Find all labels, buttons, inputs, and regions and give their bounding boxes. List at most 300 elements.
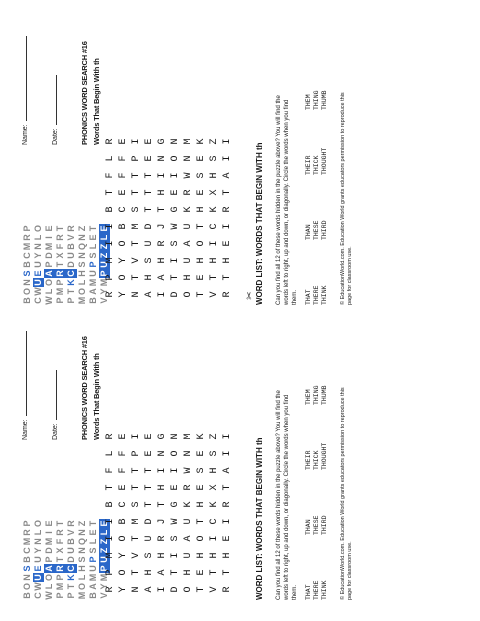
grid-letter: S <box>170 240 181 247</box>
grid-letter: H <box>209 172 220 179</box>
logo-letter: M <box>22 242 32 251</box>
logo-letter: N <box>77 234 87 241</box>
logo-letter: C <box>22 252 32 259</box>
grid-letter: T <box>170 274 181 281</box>
grid-letter: U <box>183 518 194 525</box>
grid-letter: W <box>183 467 194 474</box>
logo-letter: R <box>66 225 76 232</box>
copyright-notice: © EducationWorld.com. Education World grants educators permission to reproduce this page for classroom use. <box>340 92 353 305</box>
logo-letter: C <box>66 270 76 277</box>
logo-letter: L <box>33 529 43 536</box>
grid-row <box>169 133 182 303</box>
word-column <box>305 480 329 535</box>
logo-letter: T <box>55 225 65 232</box>
grid-letter: E <box>196 450 207 457</box>
grid-letter: R <box>157 240 168 247</box>
logo-letter: R <box>55 270 65 277</box>
logo-letter: X <box>55 547 65 554</box>
grid-letter: A <box>222 467 233 474</box>
grid-letter: V <box>131 552 142 559</box>
grid-letter: H <box>183 569 194 576</box>
grid-letter: E <box>118 189 129 196</box>
grid-letter: I <box>222 138 233 145</box>
grid-letter: X <box>209 189 220 196</box>
grid-letter: I <box>105 223 116 230</box>
logo-letter: T <box>55 556 65 563</box>
logo-letter: V <box>66 529 76 536</box>
logo-letter: D <box>66 556 76 563</box>
grid-letter: I <box>157 172 168 179</box>
logo-letter: E <box>44 520 54 527</box>
logo-letter: Y <box>33 547 43 554</box>
logo-letter: M <box>99 573 109 582</box>
grid-letter: I <box>222 155 233 162</box>
logo-letter: B <box>22 592 32 599</box>
logo-letter: S <box>88 252 98 259</box>
logo-letter: U <box>88 270 98 277</box>
grid-letter: K <box>196 433 207 440</box>
logo-letter: B <box>22 297 32 304</box>
grid-letter: R <box>105 291 116 298</box>
grid-letter: E <box>222 240 233 247</box>
grid-letter: G <box>170 501 181 508</box>
grid-letter: N <box>170 433 181 440</box>
word-item: THINK <box>321 285 328 305</box>
grid-letter: I <box>222 433 233 440</box>
grid-letter: E <box>144 433 155 440</box>
logo-letter: M <box>88 573 98 582</box>
name-field: Name: <box>22 36 29 145</box>
logo-letter: Y <box>99 288 109 295</box>
grid-letter: O <box>170 155 181 162</box>
logo-letter: D <box>44 547 54 554</box>
grid-letter: G <box>157 138 168 145</box>
grid-letter: W <box>170 518 181 525</box>
grid-letter: T <box>131 274 142 281</box>
grid-letter: F <box>118 155 129 162</box>
grid-letter: I <box>170 552 181 559</box>
logo-letter: U <box>33 556 43 563</box>
instructions: Can you find all 12 of these words hidden in the puzzle above? You will find the words left to right, up and down, or diagonally. Circle the words when you find them. <box>276 95 298 305</box>
word-item: THOUGHT <box>321 147 328 175</box>
grid-letter: N <box>157 155 168 162</box>
grid-letter: T <box>144 467 155 474</box>
logo-letter: O <box>33 225 43 233</box>
grid-letter: F <box>105 172 116 179</box>
logo-letter: R <box>22 529 32 536</box>
logo-letter: P <box>55 279 65 286</box>
grid-letter: C <box>118 206 129 213</box>
grid-letter: E <box>118 433 129 440</box>
grid-letter: I <box>157 291 168 298</box>
logo-letter: P <box>55 574 65 581</box>
word-item: THAT <box>305 289 312 305</box>
grid-letter: A <box>183 535 194 542</box>
grid-letter: E <box>144 138 155 145</box>
logo-letter: L <box>99 234 109 241</box>
logo-letter: A <box>44 270 54 277</box>
word-item: THEM <box>305 94 312 110</box>
logo-letter: W <box>44 591 54 600</box>
grid-letter: H <box>157 484 168 491</box>
date-field: Date: <box>52 75 59 145</box>
logo-letter: T <box>88 520 98 527</box>
grid-letter: H <box>157 257 168 264</box>
word-column <box>305 250 329 305</box>
grid-letter: V <box>131 257 142 264</box>
word-item: THAN <box>305 519 312 535</box>
logo-letter: W <box>33 287 43 296</box>
grid-letter: I <box>209 535 220 542</box>
grid-letter: F <box>105 467 116 474</box>
logo-letter: L <box>33 234 43 241</box>
logo-letter: S <box>88 547 98 554</box>
logo-letter: M <box>77 591 87 600</box>
word-column <box>305 350 329 405</box>
word-item: THESE <box>313 515 320 535</box>
word-item: THERE <box>313 285 320 305</box>
grid-letter: F <box>118 467 129 474</box>
logo-letter: O <box>22 288 32 296</box>
logo-letter: L <box>88 538 98 545</box>
grid-letter: H <box>196 552 207 559</box>
logo-letter: R <box>55 529 65 536</box>
grid-letter: H <box>144 569 155 576</box>
logo-letter: R <box>22 234 32 241</box>
logo-letter: O <box>77 288 87 296</box>
grid-letter: R <box>222 501 233 508</box>
word-column <box>305 185 329 240</box>
grid-letter: P <box>131 155 142 162</box>
logo-letter: I <box>44 531 54 534</box>
logo-letter: N <box>77 252 87 259</box>
grid-letter: D <box>144 223 155 230</box>
logo-letter: F <box>55 243 65 250</box>
grid-letter: E <box>196 484 207 491</box>
grid-letter: R <box>222 586 233 593</box>
logo-letter: T <box>66 288 76 295</box>
grid-letter: K <box>183 206 194 213</box>
logo-letter: B <box>22 261 32 268</box>
grid-letter: T <box>222 274 233 281</box>
logo-letter: X <box>55 252 65 259</box>
logo-letter: E <box>99 520 109 527</box>
grid-letter: H <box>196 501 207 508</box>
grid-row <box>156 428 169 598</box>
grid-letter: T <box>144 189 155 196</box>
logo-letter: O <box>77 583 87 591</box>
grid-letter: T <box>131 569 142 576</box>
logo-letter: U <box>99 556 109 563</box>
logo-letter: P <box>88 556 98 563</box>
grid-letter: Y <box>118 552 129 559</box>
grid-letter: R <box>105 138 116 145</box>
logo-letter: Z <box>99 547 109 554</box>
word-column <box>305 55 329 110</box>
logo-letter: E <box>88 234 98 241</box>
logo-letter: C <box>33 297 43 304</box>
grid-row <box>208 428 221 598</box>
grid-letter: I <box>105 535 116 542</box>
word-list-title: WORD LIST: WORDS THAT BEGIN WITH th <box>255 437 264 600</box>
grid-letter: I <box>222 223 233 230</box>
word-list-title: WORD LIST: WORDS THAT BEGIN WITH th <box>255 142 264 305</box>
grid-letter: O <box>118 274 129 281</box>
grid-letter: T <box>144 172 155 179</box>
grid-letter: S <box>131 501 142 508</box>
grid-letter: E <box>118 484 129 491</box>
logo-letter: U <box>66 252 76 259</box>
grid-letter: R <box>105 586 116 593</box>
grid-letter: M <box>131 223 142 230</box>
grid-row <box>156 133 169 303</box>
instructions: Can you find all 12 of these words hidden in the puzzle above? You will find the words left to right, up and down, or diagonally. Circle the words when you find them. <box>276 390 298 600</box>
grid-letter: E <box>196 189 207 196</box>
logo-letter: K <box>66 279 76 286</box>
name-field: Name: <box>22 331 29 440</box>
logo-letter: L <box>77 279 87 286</box>
puzzle-logo <box>22 224 110 305</box>
logo-letter: W <box>33 582 43 591</box>
grid-letter: W <box>170 223 181 230</box>
grid-letter: Z <box>209 138 220 145</box>
grid-letter: T <box>131 172 142 179</box>
logo-letter: F <box>55 538 65 545</box>
grid-letter: H <box>157 189 168 196</box>
logo-letter: N <box>33 243 43 250</box>
grid-letter: T <box>196 291 207 298</box>
logo-letter: B <box>88 297 98 304</box>
logo-letter: M <box>77 296 87 305</box>
worksheet-title: PHONICS WORD SEARCH #16 <box>80 41 89 145</box>
logo-letter: N <box>77 529 87 536</box>
logo-row <box>66 224 77 305</box>
logo-letter: N <box>33 538 43 545</box>
logo-letter: V <box>66 234 76 241</box>
logo-letter: P <box>66 592 76 599</box>
grid-letter: U <box>183 223 194 230</box>
word-list <box>305 340 329 600</box>
word-item: THAN <box>305 224 312 240</box>
word-list <box>305 45 329 305</box>
grid-letter: Y <box>118 586 129 593</box>
logo-letter: N <box>77 547 87 554</box>
grid-letter: M <box>183 433 194 440</box>
logo-letter: O <box>44 574 54 582</box>
grid-letter: K <box>196 138 207 145</box>
grid-letter: O <box>170 450 181 457</box>
grid-letter: M <box>131 518 142 525</box>
grid-letter: D <box>170 291 181 298</box>
logo-letter: U <box>66 547 76 554</box>
grid-letter: G <box>157 433 168 440</box>
word-item: THUMB <box>321 385 328 405</box>
grid-letter: T <box>170 569 181 576</box>
grid-letter: T <box>209 274 220 281</box>
grid-letter: I <box>170 467 181 474</box>
logo-row <box>22 519 33 600</box>
grid-letter: I <box>222 518 233 525</box>
grid-letter: O <box>118 569 129 576</box>
logo-letter: M <box>88 278 98 287</box>
word-item: THUMB <box>321 90 328 110</box>
grid-letter: A <box>183 240 194 247</box>
word-item: THING <box>313 385 320 405</box>
word-item: THICK <box>313 155 320 175</box>
grid-letter: D <box>170 586 181 593</box>
logo-letter: M <box>22 537 32 546</box>
logo-letter: L <box>77 574 87 581</box>
grid-row <box>169 428 182 598</box>
grid-letter: I <box>105 518 116 525</box>
grid-letter: F <box>118 172 129 179</box>
grid-letter: A <box>157 569 168 576</box>
logo-row <box>88 519 99 600</box>
logo-letter: P <box>55 297 65 304</box>
grid-row <box>195 428 208 598</box>
grid-letter: V <box>209 586 220 593</box>
logo-letter: Z <box>77 520 87 527</box>
grid-letter: A <box>144 586 155 593</box>
grid-letter: P <box>105 274 116 281</box>
grid-letter: C <box>209 518 220 525</box>
grid-letter: N <box>183 450 194 457</box>
grid-letter: L <box>105 450 116 457</box>
grid-letter: T <box>222 484 233 491</box>
worksheet-title: PHONICS WORD SEARCH #16 <box>80 336 89 440</box>
word-item: THING <box>313 90 320 110</box>
logo-letter: H <box>77 270 87 277</box>
logo-letter: P <box>22 225 32 232</box>
logo-letter: U <box>99 261 109 268</box>
date-field: Date: <box>52 370 59 440</box>
logo-row <box>66 519 77 600</box>
logo-row <box>55 519 66 600</box>
grid-letter: O <box>196 240 207 247</box>
grid-letter: E <box>170 189 181 196</box>
word-item: THOUGHT <box>321 442 328 470</box>
grid-letter: H <box>196 206 207 213</box>
grid-letter: M <box>183 138 194 145</box>
grid-letter: E <box>196 274 207 281</box>
word-item: THIRD <box>321 515 328 535</box>
logo-row <box>77 519 88 600</box>
logo-letter: V <box>99 297 109 304</box>
grid-letter: I <box>105 240 116 247</box>
grid-letter: H <box>222 552 233 559</box>
logo-letter: T <box>66 583 76 590</box>
grid-letter: T <box>209 569 220 576</box>
logo-letter: Z <box>77 225 87 232</box>
grid-letter: R <box>105 433 116 440</box>
logo-letter: A <box>44 565 54 572</box>
grid-letter: H <box>157 552 168 559</box>
logo-letter: E <box>99 225 109 232</box>
grid-letter: T <box>222 569 233 576</box>
grid-letter: O <box>118 535 129 542</box>
grid-letter: G <box>170 206 181 213</box>
logo-row <box>88 224 99 305</box>
grid-letter: T <box>196 518 207 525</box>
grid-letter: T <box>157 501 168 508</box>
grid-letter: D <box>144 518 155 525</box>
grid-row <box>117 428 130 598</box>
grid-letter: A <box>222 172 233 179</box>
grid-row <box>104 133 117 303</box>
grid-row <box>143 428 156 598</box>
logo-letter: Z <box>99 252 109 259</box>
grid-letter: E <box>144 450 155 457</box>
grid-letter: Y <box>118 257 129 264</box>
logo-letter: M <box>55 287 65 296</box>
logo-letter: M <box>44 537 54 546</box>
logo-row <box>44 519 55 600</box>
grid-letter: T <box>222 189 233 196</box>
grid-letter: N <box>131 586 142 593</box>
logo-letter: E <box>88 529 98 536</box>
grid-letter: R <box>157 535 168 542</box>
grid-letter: F <box>118 450 129 457</box>
logo-letter: P <box>44 261 54 268</box>
grid-letter: I <box>170 257 181 264</box>
logo-row <box>33 519 44 600</box>
grid-letter: A <box>144 291 155 298</box>
grid-letter: P <box>131 450 142 457</box>
logo-letter: D <box>66 261 76 268</box>
puzzle-logo <box>22 519 110 600</box>
grid-row <box>117 133 130 303</box>
grid-letter: C <box>209 223 220 230</box>
logo-letter: Z <box>99 243 109 250</box>
logo-letter: Q <box>77 243 87 251</box>
grid-row <box>208 133 221 303</box>
word-column <box>305 120 329 175</box>
logo-letter: L <box>44 583 54 590</box>
grid-letter: N <box>170 138 181 145</box>
grid-letter: B <box>105 206 116 213</box>
grid-letter: H <box>209 552 220 559</box>
logo-letter: S <box>22 270 32 277</box>
logo-letter: C <box>22 547 32 554</box>
grid-letter: T <box>105 484 116 491</box>
grid-letter: O <box>196 535 207 542</box>
grid-letter: E <box>196 155 207 162</box>
grid-letter: O <box>183 586 194 593</box>
grid-letter: X <box>209 484 220 491</box>
logo-letter: Y <box>33 252 43 259</box>
logo-letter: U <box>33 261 43 268</box>
grid-letter: E <box>118 138 129 145</box>
word-column <box>305 545 329 600</box>
logo-letter: S <box>77 261 87 268</box>
logo-letter: P <box>55 592 65 599</box>
grid-letter: T <box>157 206 168 213</box>
logo-letter: A <box>88 583 98 590</box>
worksheet-subtitle: Words That Begin With th <box>92 353 101 440</box>
grid-letter: I <box>157 586 168 593</box>
grid-letter: I <box>170 172 181 179</box>
grid-letter: J <box>157 518 168 525</box>
grid-letter: I <box>131 433 142 440</box>
grid-letter: M <box>105 552 116 559</box>
grid-letter: K <box>209 206 220 213</box>
grid-letter: V <box>209 291 220 298</box>
logo-row <box>33 224 44 305</box>
logo-letter: B <box>22 556 32 563</box>
grid-letter: U <box>144 535 155 542</box>
grid-letter: H <box>209 257 220 264</box>
logo-letter: S <box>77 556 87 563</box>
